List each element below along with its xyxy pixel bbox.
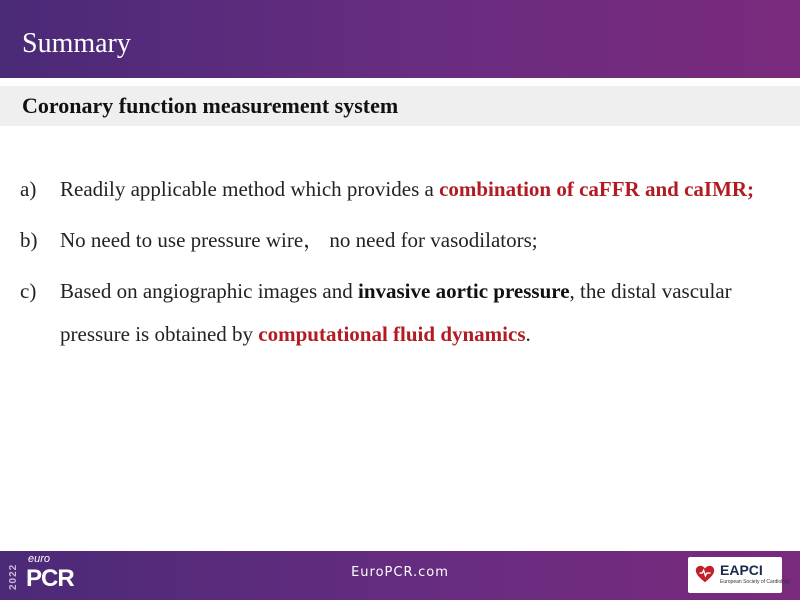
logo-year: 2022 — [8, 563, 19, 591]
item-text — [60, 219, 780, 262]
footer-url: EuroPCR.com — [351, 565, 449, 580]
page-title: Summary — [22, 28, 131, 59]
section-subtitle: Coronary function measurement system — [22, 93, 399, 118]
eapci-name: EAPCI — [720, 562, 763, 578]
logo-euro-text: euro — [28, 553, 51, 565]
item-text-part: , the distal vascular pressure is obtained by — [60, 279, 732, 346]
item-text-part: Readily applicable method which provides a — [60, 177, 440, 201]
item-highlight: combination of caFFR and caIMR; — [439, 177, 755, 201]
eapci-logo — [688, 557, 791, 593]
item-text — [60, 168, 780, 211]
item-marker: b) — [20, 228, 38, 252]
item-highlight: computational fluid dynamics — [258, 322, 526, 346]
subtitle-bar — [0, 86, 800, 126]
item-text-part: No need to use pressure wire， no need for vasodilators; — [60, 228, 538, 252]
item-bold: invasive aortic pressure — [358, 279, 570, 303]
logo-pcr-text: PCR — [26, 565, 74, 592]
item-text-part: Based on angiographic images and — [60, 279, 358, 303]
list-item — [20, 270, 780, 356]
list-item — [20, 219, 780, 262]
summary-list — [20, 168, 780, 364]
header-bar — [0, 0, 800, 78]
eapci-subtitle: European Society of Cardiology — [720, 579, 791, 585]
item-text-part: . — [525, 322, 531, 346]
item-marker: a) — [20, 177, 37, 201]
footer-bar — [0, 551, 800, 600]
item-text — [60, 270, 780, 356]
list-item — [20, 168, 780, 211]
item-marker: c) — [20, 279, 37, 303]
heart-icon — [694, 563, 716, 585]
